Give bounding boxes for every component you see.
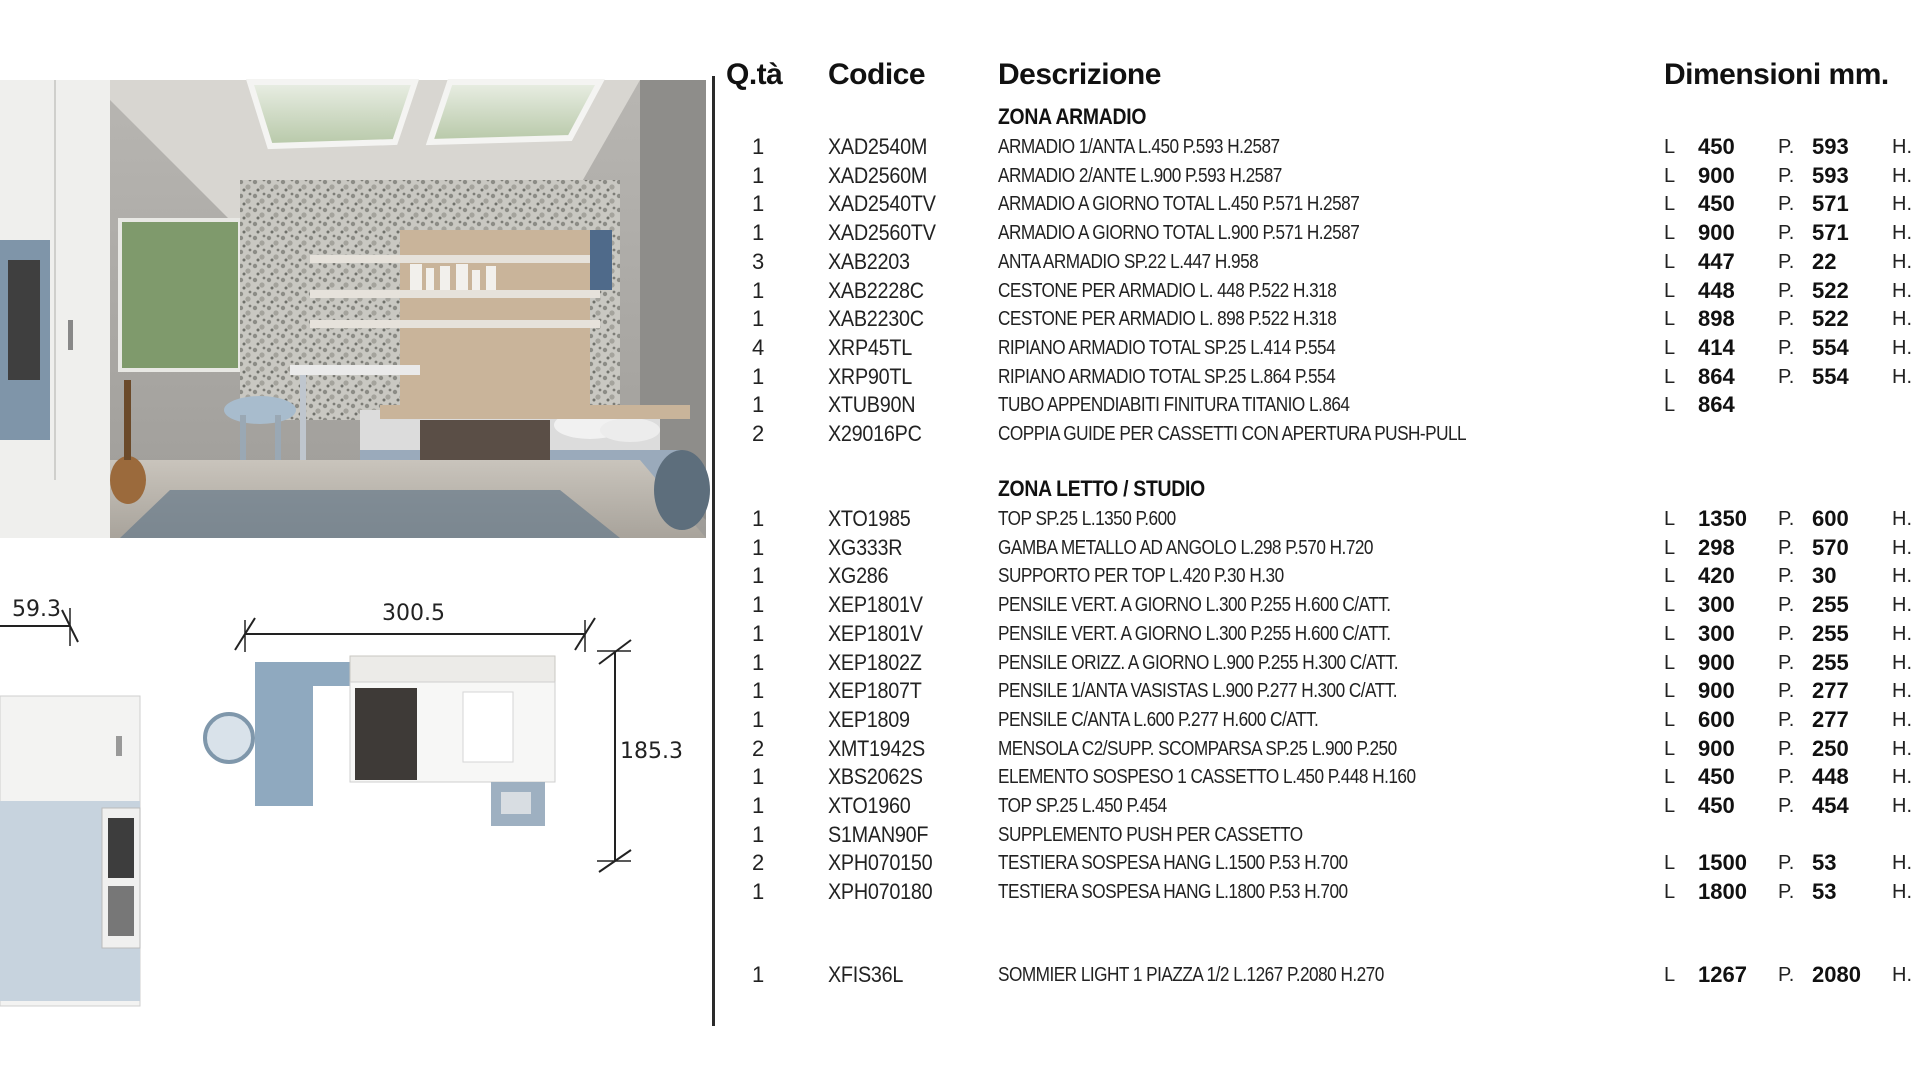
row-width-label: L xyxy=(1664,622,1676,645)
row-height-label: H. xyxy=(1892,852,1912,875)
table-row xyxy=(0,505,1920,533)
row-code: XFIS36L xyxy=(828,962,904,987)
row-depth-label: P. xyxy=(1778,308,1795,331)
row-description: TESTIERA SOSPESA HANG L.1500 P.53 H.700 xyxy=(998,852,1348,875)
row-depth-value: 53 xyxy=(1812,850,1837,876)
row-width-value: 300 xyxy=(1698,592,1735,618)
table-row xyxy=(0,363,1920,391)
row-description: MENSOLA C2/SUPP. SCOMPARSA SP.25 L.900 P.250 xyxy=(998,737,1397,760)
row-depth-label: P. xyxy=(1778,336,1795,359)
row-depth-value: 522 xyxy=(1812,277,1849,303)
row-code: XRP90TL xyxy=(828,363,912,389)
row-width-label: L xyxy=(1664,651,1676,674)
row-depth-value: 522 xyxy=(1812,306,1849,332)
row-qty: 1 xyxy=(752,962,765,987)
row-depth-value: 593 xyxy=(1812,162,1849,188)
row-height-label: H. xyxy=(1892,622,1912,645)
row-width-label: L xyxy=(1664,766,1676,789)
row-width-label: L xyxy=(1664,795,1676,817)
row-qty: 1 xyxy=(752,620,765,646)
table-row xyxy=(0,706,1920,734)
row-depth-value: 554 xyxy=(1812,334,1849,360)
row-code: XEP1801V xyxy=(828,620,923,646)
row-code: XBS2062S xyxy=(828,764,923,790)
table-row xyxy=(0,133,1920,161)
row-width-value: 300 xyxy=(1698,620,1735,646)
row-depth-value: 571 xyxy=(1812,191,1849,217)
row-description: PENSILE VERT. A GIORNO L.300 P.255 H.600 C/ATT. xyxy=(998,622,1391,645)
row-description: SUPPLEMENTO PUSH PER CASSETTO xyxy=(998,823,1303,846)
row-width-label: L xyxy=(1664,852,1676,875)
row-width-label: L xyxy=(1664,279,1676,302)
row-depth-value: 255 xyxy=(1812,649,1849,675)
row-width-label: L xyxy=(1664,964,1676,986)
table-row xyxy=(0,735,1920,763)
row-qty: 2 xyxy=(752,735,765,761)
row-code: X29016PC xyxy=(828,421,922,446)
row-description: ARMADIO 2/ANTE L.900 P.593 H.2587 xyxy=(998,164,1282,187)
row-qty: 1 xyxy=(752,363,765,389)
row-code: XAB2230C xyxy=(828,306,924,332)
row-width-value: 1267 xyxy=(1698,962,1747,987)
row-width-value: 448 xyxy=(1698,277,1735,303)
row-height-label: H. xyxy=(1892,336,1912,359)
row-depth-value: 53 xyxy=(1812,879,1837,905)
row-width-value: 900 xyxy=(1698,162,1735,188)
row-depth-value: 30 xyxy=(1812,563,1837,589)
row-depth-label: P. xyxy=(1778,795,1795,817)
row-height-label: H. xyxy=(1892,651,1912,674)
row-code: XEP1809 xyxy=(828,706,910,732)
row-depth-label: P. xyxy=(1778,852,1795,875)
table-row xyxy=(0,821,1920,849)
table-row xyxy=(0,162,1920,190)
row-qty: 1 xyxy=(752,563,765,589)
row-qty: 1 xyxy=(752,220,765,246)
table-row xyxy=(0,248,1920,276)
row-depth-value: 448 xyxy=(1812,764,1849,790)
table-row xyxy=(0,878,1920,906)
row-code: XAD2560TV xyxy=(828,220,936,246)
table-row xyxy=(0,391,1920,419)
row-qty: 1 xyxy=(752,706,765,732)
row-description: TOP SP.25 L.450 P.454 xyxy=(998,795,1167,817)
table-row xyxy=(0,562,1920,590)
row-description: GAMBA METALLO AD ANGOLO L.298 P.570 H.720 xyxy=(998,536,1373,559)
section-title: ZONA LETTO / STUDIO xyxy=(998,476,1205,501)
row-code: XG333R xyxy=(828,534,903,560)
row-width-value: 447 xyxy=(1698,248,1735,274)
row-qty: 1 xyxy=(752,392,765,418)
row-height-label: H. xyxy=(1892,708,1912,731)
row-width-value: 900 xyxy=(1698,735,1735,761)
row-height-label: H. xyxy=(1892,964,1912,986)
row-width-label: L xyxy=(1664,193,1676,216)
table-row xyxy=(0,591,1920,619)
row-qty: 1 xyxy=(752,879,765,905)
row-depth-value: 593 xyxy=(1812,134,1849,159)
row-description: RIPIANO ARMADIO TOTAL SP.25 L.864 P.554 xyxy=(998,365,1336,388)
row-depth-label: P. xyxy=(1778,193,1795,216)
row-height-label: H. xyxy=(1892,737,1912,760)
row-width-value: 1500 xyxy=(1698,850,1747,876)
row-qty: 1 xyxy=(752,649,765,675)
row-description: PENSILE ORIZZ. A GIORNO L.900 P.255 H.300 C/ATT. xyxy=(998,651,1398,674)
table-row xyxy=(0,305,1920,333)
row-description: TESTIERA SOSPESA HANG L.1800 P.53 H.700 xyxy=(998,881,1348,904)
section-title: ZONA ARMADIO xyxy=(998,104,1147,129)
row-qty: 1 xyxy=(752,191,765,217)
table-row xyxy=(0,620,1920,648)
row-width-label: L xyxy=(1664,680,1676,703)
row-depth-label: P. xyxy=(1778,565,1795,588)
row-depth-label: P. xyxy=(1778,136,1795,158)
row-width-value: 450 xyxy=(1698,134,1735,159)
row-description: ARMADIO A GIORNO TOTAL L.900 P.571 H.2587 xyxy=(998,222,1360,245)
header-dimensions: Dimensioni mm. xyxy=(1664,58,1889,91)
row-height-label: H. xyxy=(1892,508,1912,530)
row-width-value: 900 xyxy=(1698,220,1735,246)
dimension-label-depth: 185.3 xyxy=(620,739,683,764)
row-description: SUPPORTO PER TOP L.420 P.30 H.30 xyxy=(998,565,1284,588)
table-row xyxy=(0,649,1920,677)
row-width-value: 414 xyxy=(1698,334,1735,360)
row-description: ELEMENTO SOSPESO 1 CASSETTO L.450 P.448 H.160 xyxy=(998,766,1416,789)
table-row xyxy=(0,334,1920,362)
row-description: RIPIANO ARMADIO TOTAL SP.25 L.414 P.554 xyxy=(998,336,1336,359)
row-qty: 1 xyxy=(752,534,765,560)
row-depth-label: P. xyxy=(1778,964,1795,986)
row-depth-label: P. xyxy=(1778,250,1795,273)
row-depth-value: 554 xyxy=(1812,363,1849,389)
row-width-value: 420 xyxy=(1698,563,1735,589)
row-description: CESTONE PER ARMADIO L. 448 P.522 H.318 xyxy=(998,279,1337,302)
row-height-label: H. xyxy=(1892,279,1912,302)
row-width-value: 864 xyxy=(1698,392,1735,418)
row-qty: 1 xyxy=(752,506,765,531)
row-code: XTUB90N xyxy=(828,392,916,418)
row-depth-label: P. xyxy=(1778,680,1795,703)
row-width-value: 898 xyxy=(1698,306,1735,332)
row-code: XEP1807T xyxy=(828,678,922,704)
row-height-label: H. xyxy=(1892,594,1912,617)
row-code: XMT1942S xyxy=(828,735,925,761)
row-description: TUBO APPENDIABITI FINITURA TITANIO L.864 xyxy=(998,394,1350,417)
row-qty: 3 xyxy=(752,248,765,274)
row-depth-value: 454 xyxy=(1812,793,1849,818)
row-qty: 1 xyxy=(752,821,765,847)
row-depth-value: 570 xyxy=(1812,534,1849,560)
table-row xyxy=(0,190,1920,218)
table-row xyxy=(0,420,1920,448)
row-height-label: H. xyxy=(1892,193,1912,216)
row-depth-label: P. xyxy=(1778,365,1795,388)
row-width-label: L xyxy=(1664,737,1676,760)
table-row xyxy=(0,763,1920,791)
row-description: ANTA ARMADIO SP.22 L.447 H.958 xyxy=(998,250,1259,273)
row-code: XAD2540TV xyxy=(828,191,936,217)
row-height-label: H. xyxy=(1892,795,1912,817)
row-depth-value: 277 xyxy=(1812,706,1849,732)
row-description: PENSILE VERT. A GIORNO L.300 P.255 H.600 C/ATT. xyxy=(998,594,1391,617)
table-row xyxy=(0,219,1920,247)
row-depth-label: P. xyxy=(1778,594,1795,617)
row-qty: 2 xyxy=(752,421,765,446)
row-depth-label: P. xyxy=(1778,164,1795,187)
row-width-value: 298 xyxy=(1698,534,1735,560)
row-width-label: L xyxy=(1664,365,1676,388)
row-height-label: H. xyxy=(1892,536,1912,559)
row-depth-value: 2080 xyxy=(1812,962,1861,987)
row-code: XAB2228C xyxy=(828,277,924,303)
row-description: PENSILE C/ANTA L.600 P.277 H.600 C/ATT. xyxy=(998,708,1319,731)
row-width-label: L xyxy=(1664,136,1676,158)
row-height-label: H. xyxy=(1892,164,1912,187)
row-description: COPPIA GUIDE PER CASSETTI CON APERTURA PUSH-PULL xyxy=(998,423,1467,445)
row-code: XEP1802Z xyxy=(828,649,922,675)
dimension-label-width: 300.5 xyxy=(382,601,445,626)
row-depth-label: P. xyxy=(1778,536,1795,559)
row-width-value: 900 xyxy=(1698,649,1735,675)
row-depth-label: P. xyxy=(1778,766,1795,789)
row-width-value: 900 xyxy=(1698,678,1735,704)
row-qty: 1 xyxy=(752,306,765,332)
row-width-label: L xyxy=(1664,708,1676,731)
row-width-value: 1800 xyxy=(1698,879,1747,905)
row-width-label: L xyxy=(1664,536,1676,559)
row-code: XG286 xyxy=(828,563,889,589)
row-description: TOP SP.25 L.1350 P.600 xyxy=(998,508,1176,530)
row-qty: 1 xyxy=(752,277,765,303)
table-row xyxy=(0,677,1920,705)
row-description: SOMMIER LIGHT 1 PIAZZA 1/2 L.1267 P.2080 H.270 xyxy=(998,964,1384,986)
dimension-label-left: 59.3 xyxy=(12,597,61,622)
row-code: XPH070150 xyxy=(828,850,933,876)
row-height-label: H. xyxy=(1892,250,1912,273)
row-code: XAD2560M xyxy=(828,162,928,188)
row-depth-value: 22 xyxy=(1812,248,1837,274)
row-depth-value: 250 xyxy=(1812,735,1849,761)
row-width-value: 450 xyxy=(1698,793,1735,818)
table-row xyxy=(0,961,1920,989)
row-width-value: 1350 xyxy=(1698,506,1747,531)
row-width-label: L xyxy=(1664,336,1676,359)
row-code: XTO1985 xyxy=(828,506,911,531)
row-description: CESTONE PER ARMADIO L. 898 P.522 H.318 xyxy=(998,308,1337,331)
header-description: Descrizione xyxy=(998,58,1161,91)
row-code: XAB2203 xyxy=(828,248,910,274)
row-depth-value: 255 xyxy=(1812,620,1849,646)
row-description: PENSILE 1/ANTA VASISTAS L.900 P.277 H.300 C/ATT. xyxy=(998,680,1398,703)
row-height-label: H. xyxy=(1892,365,1912,388)
row-qty: 1 xyxy=(752,678,765,704)
row-description: ARMADIO 1/ANTA L.450 P.593 H.2587 xyxy=(998,136,1280,158)
row-width-value: 600 xyxy=(1698,706,1735,732)
row-qty: 2 xyxy=(752,850,765,876)
row-code: XPH070180 xyxy=(828,879,933,905)
row-qty: 1 xyxy=(752,162,765,188)
row-depth-label: P. xyxy=(1778,222,1795,245)
row-qty: 4 xyxy=(752,334,765,360)
row-height-label: H. xyxy=(1892,222,1912,245)
table-row xyxy=(0,792,1920,820)
row-qty: 1 xyxy=(752,134,765,159)
row-depth-label: P. xyxy=(1778,651,1795,674)
row-width-value: 450 xyxy=(1698,191,1735,217)
row-depth-label: P. xyxy=(1778,622,1795,645)
row-description: ARMADIO A GIORNO TOTAL L.450 P.571 H.2587 xyxy=(998,193,1360,216)
row-code: XRP45TL xyxy=(828,334,912,360)
header-qty: Q.tà xyxy=(726,58,783,91)
row-width-label: L xyxy=(1664,222,1676,245)
row-height-label: H. xyxy=(1892,881,1912,904)
row-code: XEP1801V xyxy=(828,592,923,618)
row-depth-value: 255 xyxy=(1812,592,1849,618)
row-height-label: H. xyxy=(1892,136,1912,158)
row-depth-value: 600 xyxy=(1812,506,1849,531)
row-width-label: L xyxy=(1664,164,1676,187)
row-depth-label: P. xyxy=(1778,508,1795,530)
row-width-label: L xyxy=(1664,565,1676,588)
row-depth-value: 571 xyxy=(1812,220,1849,246)
row-depth-value: 277 xyxy=(1812,678,1849,704)
row-height-label: H. xyxy=(1892,766,1912,789)
table-row xyxy=(0,849,1920,877)
row-depth-label: P. xyxy=(1778,279,1795,302)
table-row xyxy=(0,277,1920,305)
row-width-label: L xyxy=(1664,508,1676,530)
row-depth-label: P. xyxy=(1778,737,1795,760)
row-qty: 1 xyxy=(752,764,765,790)
row-width-label: L xyxy=(1664,594,1676,617)
row-code: XAD2540M xyxy=(828,134,928,159)
row-width-label: L xyxy=(1664,308,1676,331)
table-row xyxy=(0,534,1920,562)
row-qty: 1 xyxy=(752,592,765,618)
row-height-label: H. xyxy=(1892,565,1912,588)
row-width-value: 450 xyxy=(1698,764,1735,790)
row-width-label: L xyxy=(1664,394,1676,417)
header-code: Codice xyxy=(828,58,926,91)
row-width-label: L xyxy=(1664,881,1676,904)
row-depth-label: P. xyxy=(1778,881,1795,904)
row-code: XTO1960 xyxy=(828,793,911,818)
row-width-label: L xyxy=(1664,250,1676,273)
row-height-label: H. xyxy=(1892,680,1912,703)
row-height-label: H. xyxy=(1892,308,1912,331)
row-qty: 1 xyxy=(752,793,765,818)
row-width-value: 864 xyxy=(1698,363,1735,389)
row-code: S1MAN90F xyxy=(828,821,929,847)
row-depth-label: P. xyxy=(1778,708,1795,731)
